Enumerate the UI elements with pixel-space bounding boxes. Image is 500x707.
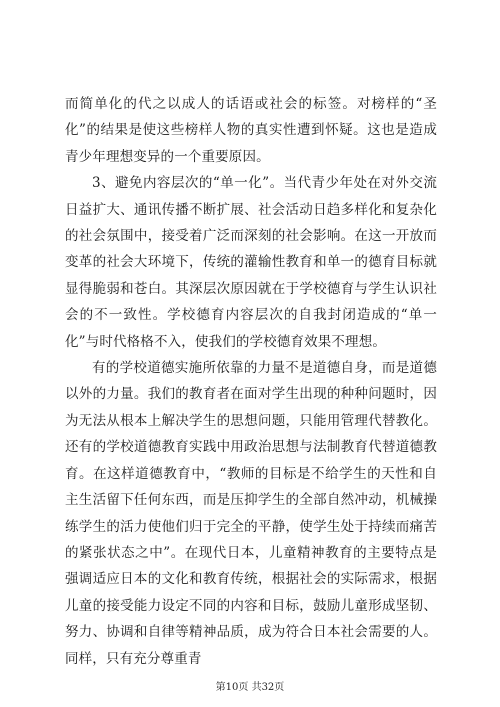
paragraph-section-3: 3、避免内容层次的“单一化”。当代青少年处在对外交流日益扩大、通讯传播不断扩展、社会活动日趋多样化和复杂化的社会氛围中，接受着广泛而深刻的社会影响。在这一开放而变革的社会大环境下，传统的灌输性教育和单一的德育目标就显得脆弱和苍白。其深层次原因就在于学校德育与学生认识社会的不一致性。学校德育内容层次的自我封闭造成的“单一化”与时代格格不入，使我们的学校德育效果不理想。 (65, 175, 437, 350)
page-number-footer: 第10页 共32页 (215, 682, 285, 693)
paragraph-moral-education: 有的学校道德实施所依靠的力量不是道德自身，而是道德以外的力量。我们的教育者在面对学生出现的种种问题时，因为无法从根本上解决学生的思想问题，只能用管理代替教化。还有的学校道德教育实践中用政治思想与法制教育代替道德教育。在这样道德教育中，“教师的目标是不给学生的天性和自主生活留下任何东西，而是压抑学生的全部自然冲动，机械操练学生的活力使他们归于完全的平静，使学生处于持续而痛苦的紧张状态之中”。在现代日本，儿童精神教育的主要特点是强调适应日本的文化和教育传统，根据社会的实际需求，根据儿童的接受能力设定不同的内容和目标，鼓励儿童形成坚韧、努力、协调和自律等精神品质，成为符合日本社会需要的人。同样，只有充分尊重青 (65, 360, 437, 667)
paragraph-continued: 而简单化的代之以成人的话语或社会的标签。对榜样的“圣化”的结果是使这些榜样人物的真实性遭到怀疑。这也是造成青少年理想变异的一个重要原因。 (65, 96, 437, 165)
page-body (65, 91, 437, 672)
